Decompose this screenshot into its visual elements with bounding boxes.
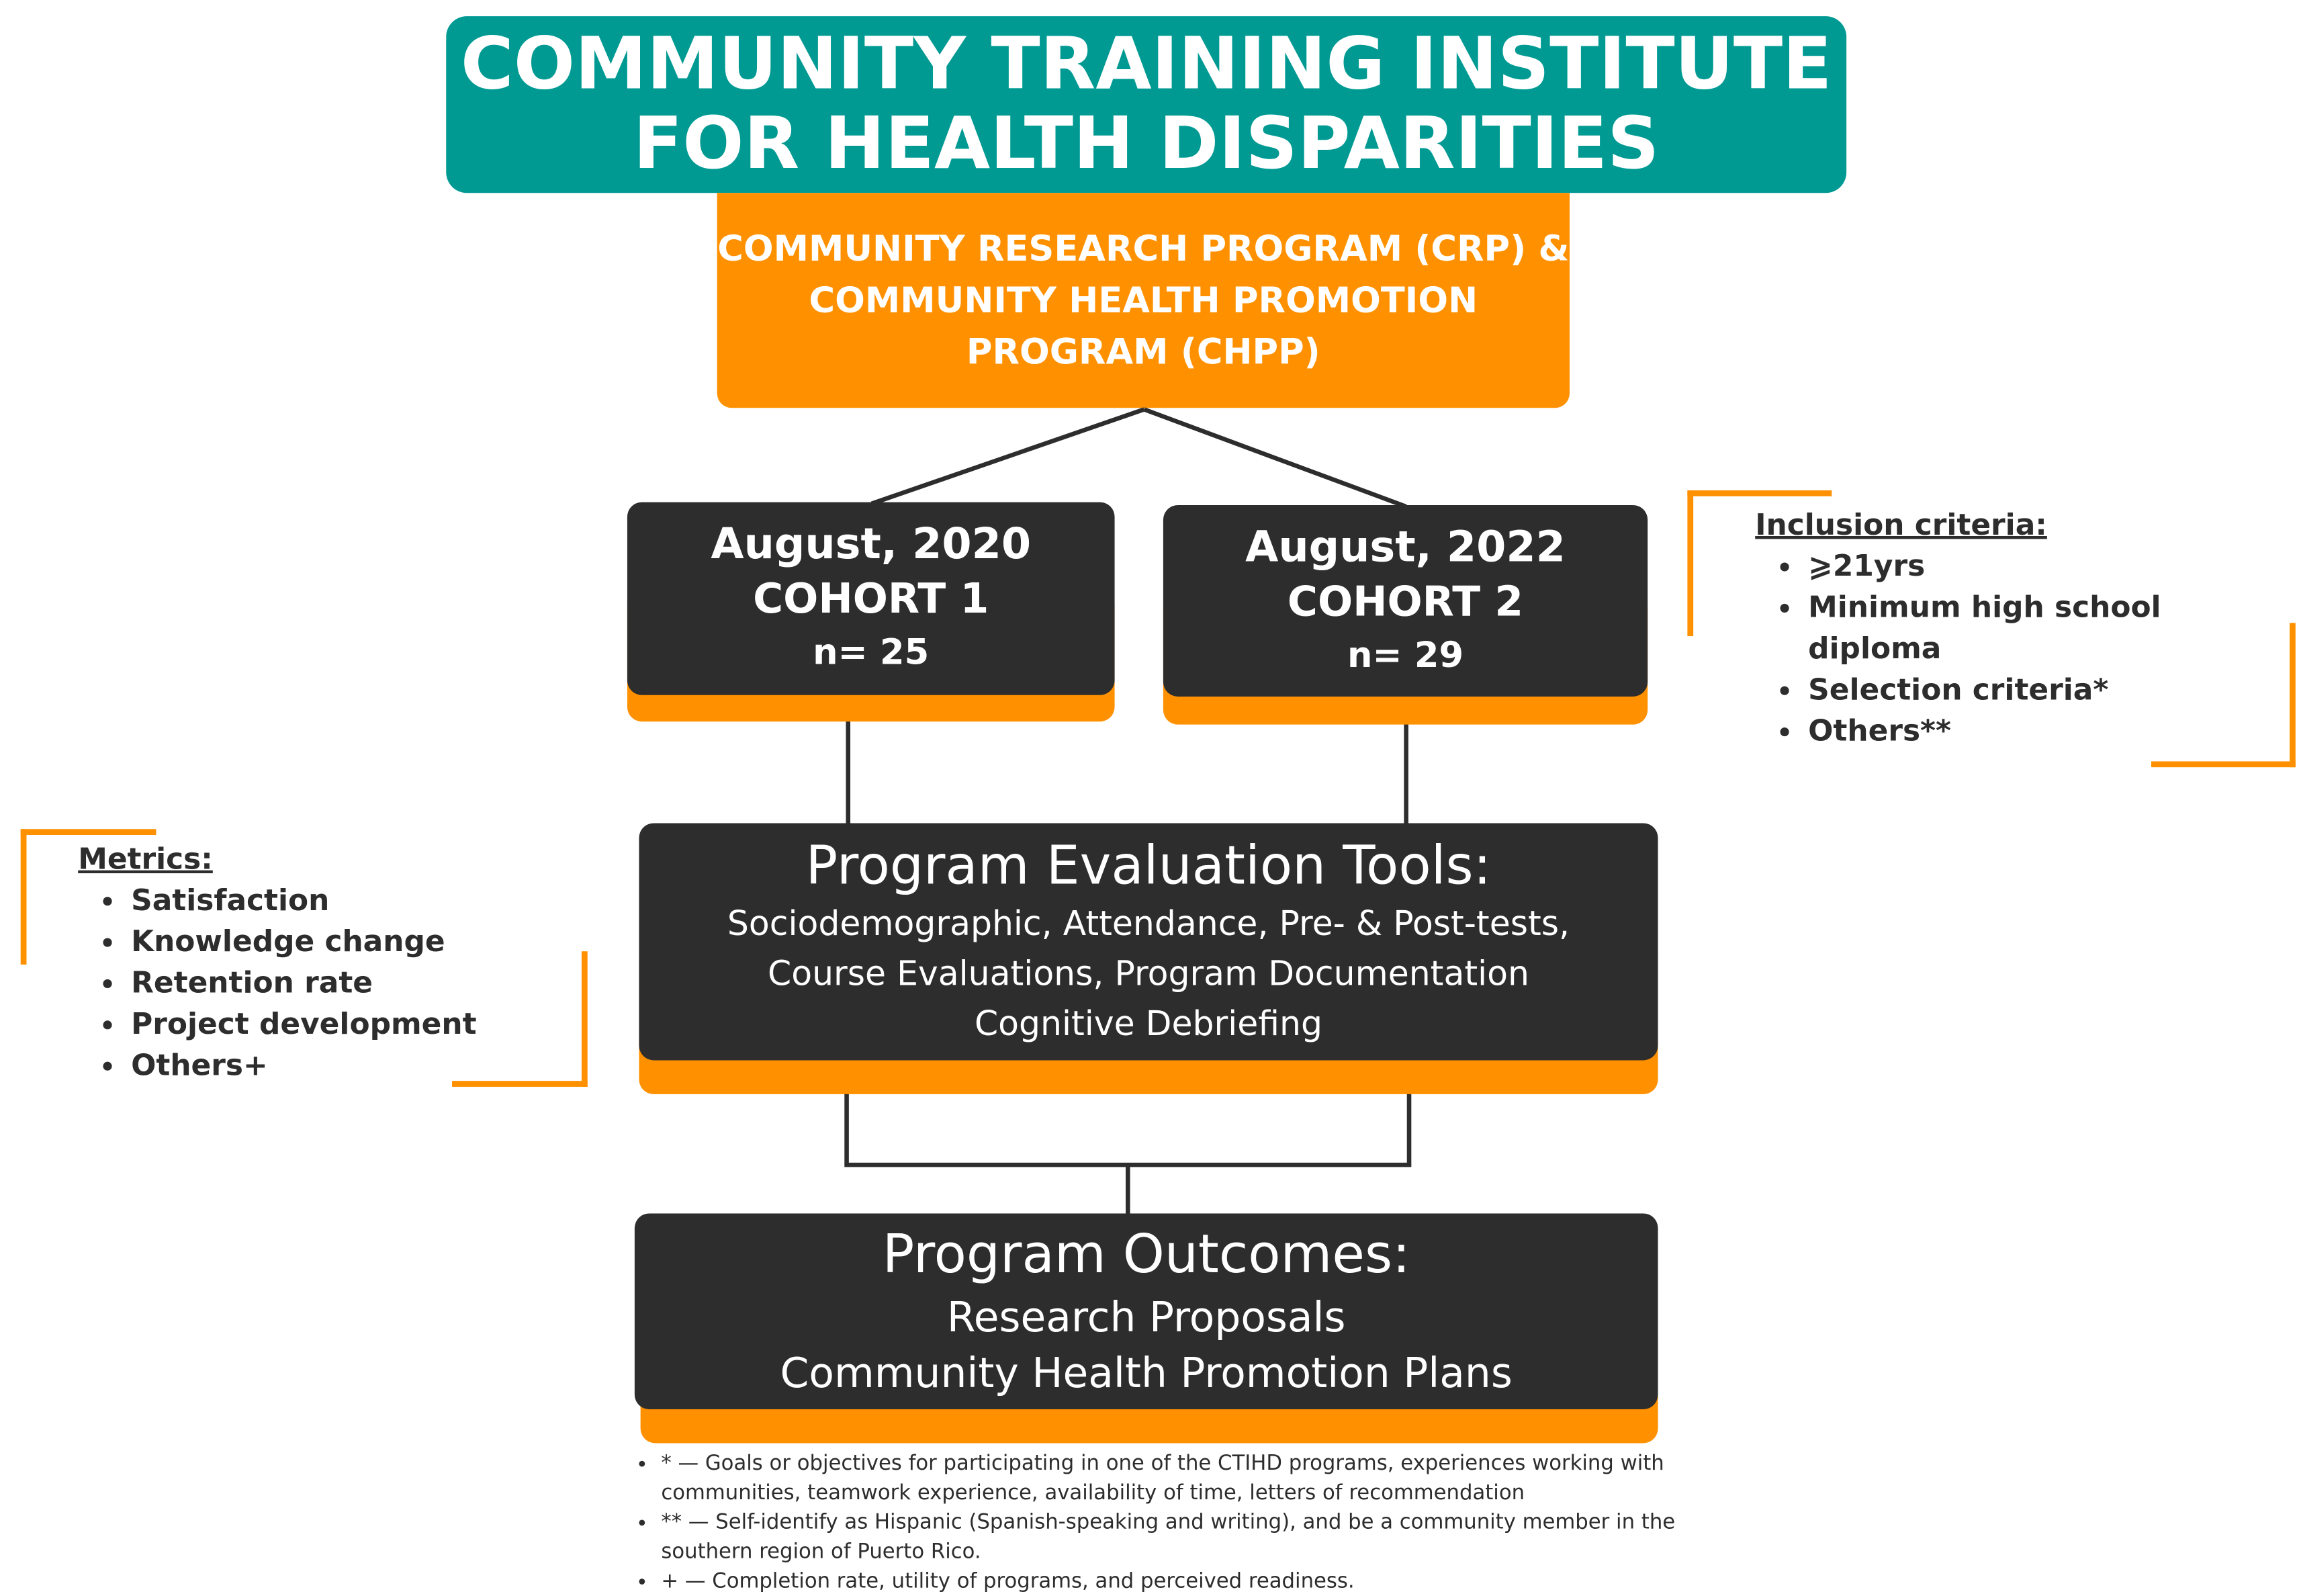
metrics-bracket-right: [582, 951, 588, 1087]
cohort-name: COHORT 2: [1287, 576, 1524, 625]
metric-item: • Others+: [131, 1044, 476, 1085]
program-line-3: PROGRAM (CHPP): [966, 330, 1320, 372]
inclusion-criteria-list: [1755, 504, 2167, 751]
connector-program-cohort2: [1144, 409, 1406, 506]
footnote: • ** — Self-identify as Hispanic (Spanish-speaking and writing), and be a community member in the southern region of Puerto Rico.: [661, 1508, 1696, 1567]
footnote: • + — Completion rate, utility of programs, and perceived readiness.: [661, 1567, 1696, 1596]
footnotes: [636, 1449, 1696, 1596]
cohort-1-box: [627, 502, 1115, 695]
inclusion-item: • ⩾21yrs: [1808, 545, 2167, 586]
evaluation-line: Cognitive Debriefing: [974, 1005, 1323, 1044]
inclusion-bracket-bottom: [2151, 761, 2296, 767]
metrics-heading: Metrics:: [78, 840, 213, 877]
outcomes-line: Community Health Promotion Plans: [780, 1348, 1513, 1397]
cohort-name: COHORT 1: [753, 574, 989, 623]
program-line-1: COMMUNITY RESEARCH PROGRAM (CRP) &: [717, 227, 1570, 269]
title-line-1: COMMUNITY TRAINING INSTITUTE: [460, 21, 1832, 106]
inclusion-item: • Selection criteria*: [1808, 668, 2167, 709]
connector-eval-join: [847, 1093, 1409, 1165]
inclusion-item: • Others**: [1808, 710, 2167, 751]
outcomes-line: Research Proposals: [946, 1292, 1346, 1341]
evaluation-heading: Program Evaluation Tools:: [805, 836, 1492, 897]
footnote: • * — Goals or objectives for participating in one of the CTIHD programs, experiences working with communities, teamwork experience, availability of time, letters of recommendation: [661, 1449, 1696, 1508]
program-outcomes-box: [635, 1213, 1658, 1409]
metrics-bracket-top: [21, 829, 156, 835]
evaluation-tools-box: [639, 823, 1658, 1060]
inclusion-heading: Inclusion criteria:: [1755, 506, 2047, 542]
outcomes-heading: Program Outcomes:: [882, 1224, 1410, 1285]
cohort-count: n= 29: [1347, 633, 1464, 676]
inclusion-bracket-right: [2290, 623, 2296, 767]
metrics-list: [78, 838, 476, 1085]
cohort-date: August, 2020: [711, 518, 1032, 569]
cohort-date: August, 2022: [1245, 520, 1566, 571]
evaluation-line: Sociodemographic, Attendance, Pre- & Post-tests,: [727, 905, 1570, 944]
evaluation-line: Course Evaluations, Program Documentation: [768, 955, 1529, 993]
title-line-2: FOR HEALTH DISPARITIES: [633, 101, 1660, 186]
cohort-2-box: [1163, 505, 1648, 697]
cohort-count: n= 25: [813, 631, 930, 673]
metric-item: • Knowledge change: [131, 920, 476, 961]
metric-item: • Retention rate: [131, 962, 476, 1003]
connector-program-cohort1: [872, 409, 1144, 503]
metric-item: • Satisfaction: [131, 879, 476, 920]
metric-item: • Project development: [131, 1003, 476, 1044]
metrics-bracket-left: [21, 829, 27, 965]
inclusion-bracket-left: [1687, 490, 1693, 636]
program-line-2: COMMUNITY HEALTH PROMOTION: [809, 279, 1478, 320]
inclusion-bracket-top: [1687, 490, 1832, 496]
inclusion-item: • Minimum high school diploma: [1808, 586, 2167, 669]
